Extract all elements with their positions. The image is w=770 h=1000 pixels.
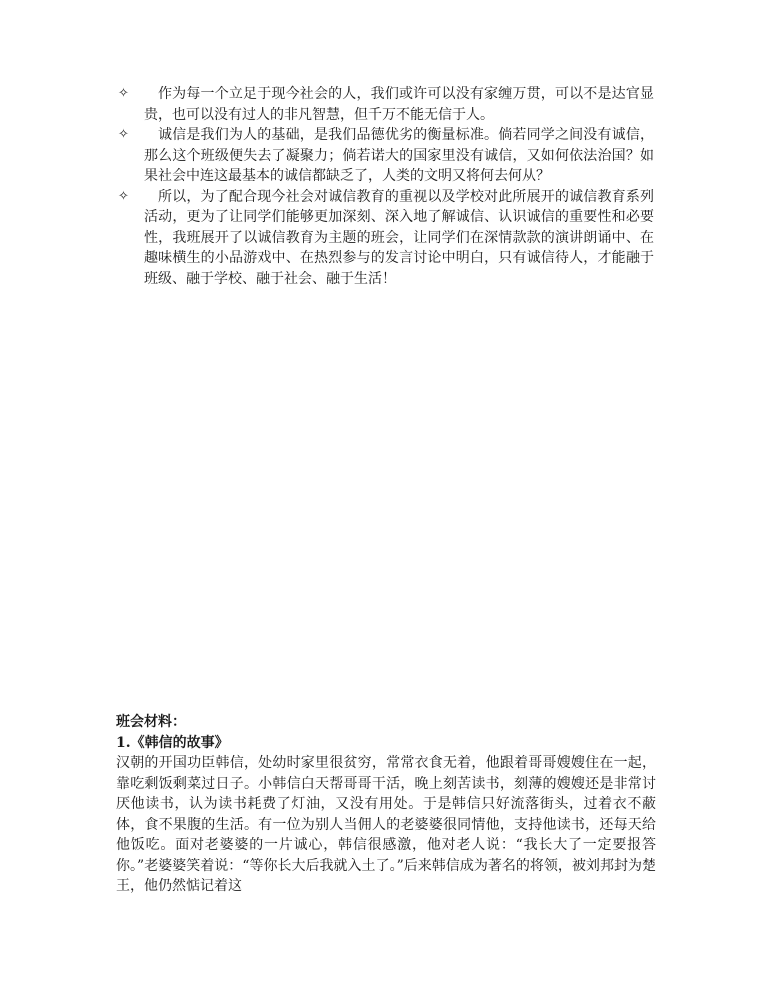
bullet-list — [118, 84, 658, 289]
diamond-bullet-icon: ✧ — [118, 86, 129, 101]
class-meeting-material — [116, 712, 656, 897]
story-title: 1.《韩信的故事》 — [116, 734, 229, 751]
bullet-text: 诚信是我们为人的基础，是我们品德优劣的衡量标准。倘若同学之间没有诚信，那么这个班级便失去了凝聚力；倘若诺大的国家里没有诚信，又如何依法治国？如果社会中连这最基本的诚信都缺乏了，人类的文明又将何去何从？ — [144, 127, 654, 184]
bullet-item — [118, 84, 658, 125]
bullet-item — [118, 125, 658, 187]
material-heading: 班会材料： — [116, 714, 186, 730]
story-paragraph: 汉朝的开国功臣韩信，处幼时家里很贫穷，常常衣食无着，他跟着哥哥嫂嫂住在一起，靠吃剩饭剩菜过日子。小韩信白天帮哥哥干活，晚上刻苦读书，刻薄的嫂嫂还是非常讨厌他读书，认为读书耗费了灯油，又没有用处。于是韩信只好流落街头，过着衣不蔽体，食不果腹的生活。有一位为别人当佣人的老婆婆很同情他，支持他读书，还每天给他饭吃。面对老婆婆的一片诚心，韩信很感激，他对老人说：“我长大了一定要报答你。”老婆婆笑着说：“等你长大后我就入土了。”后来韩信成为著名的将领，被刘邦封为楚王，他仍然惦记着这 — [116, 755, 656, 894]
diamond-bullet-icon: ✧ — [118, 127, 129, 142]
diamond-bullet-icon: ✧ — [118, 188, 129, 204]
bullet-item — [118, 187, 658, 290]
bullet-text: 所以，为了配合现今社会对诚信教育的重视以及学校对此所展开的诚信教育系列活动，更为了让同学们能够更加深刻、深入地了解诚信、认识诚信的重要性和必要性，我班展开了以诚信教育为主题的班会，让同学们在深情款款的演讲朗诵中、在趣味横生的小品游戏中、在热烈参与的发言讨论中明白，只有诚信待人，才能融于班级、融于学校、融于社会、融于生活！ — [144, 188, 654, 287]
bullet-text: 作为每一个立足于现今社会的人，我们或许可以没有家缠万贯，可以不是达官显贵，也可以没有过人的非凡智慧，但千万不能无信于人。 — [144, 86, 654, 123]
